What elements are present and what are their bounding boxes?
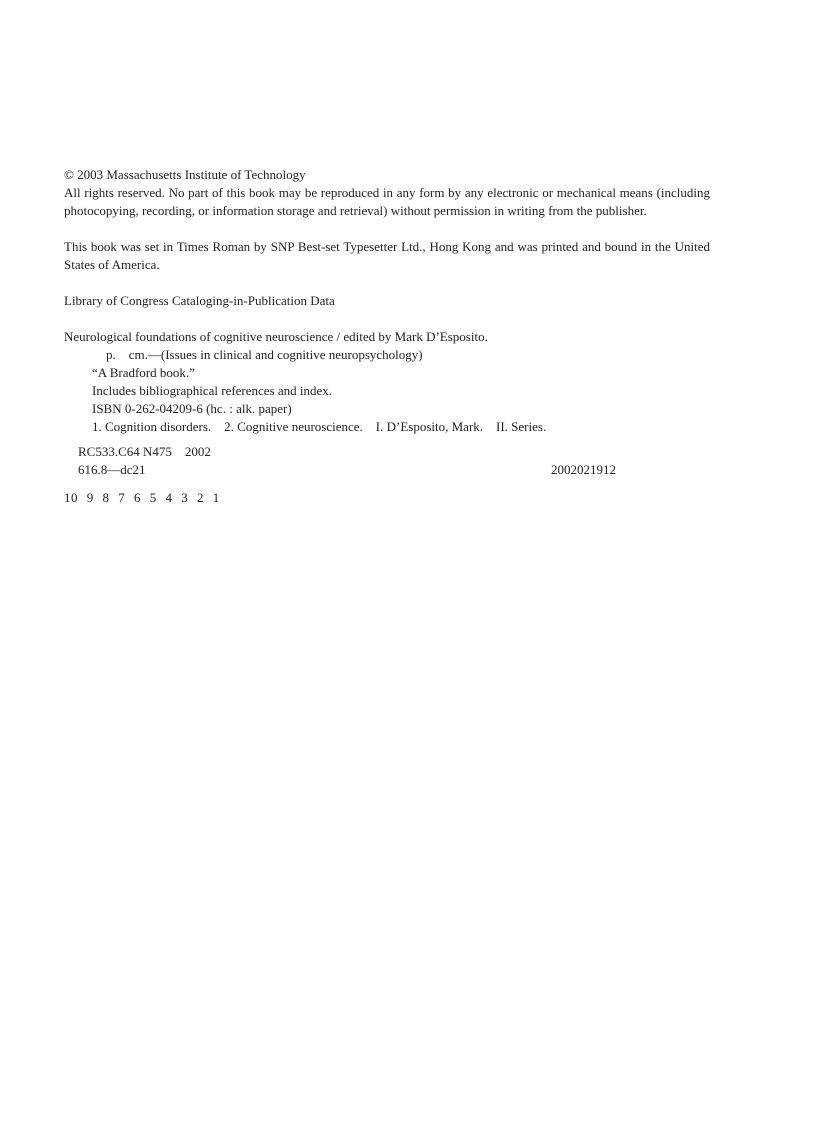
dewey-number: 616.8—dc21 — [78, 462, 146, 477]
lc-call-number: RC533.C64 N475 2002 — [78, 444, 211, 459]
cip-subjects: 1. Cognition disorders. 2. Cognitive neuroscience. I. D’Esposito, Mark. II. Series. — [92, 419, 547, 434]
printing-line: 10 9 8 7 6 5 4 3 2 1 — [64, 490, 220, 505]
cip-note: “A Bradford book.” — [92, 365, 195, 380]
dewey-lccn-row — [64, 461, 616, 479]
cip-pages-line: p. cm.—(Issues in clinical and cognitive neuropsychology) — [106, 347, 423, 362]
cip-note: Includes bibliographical references and index. — [92, 383, 333, 398]
cip-classification — [64, 443, 712, 479]
typesetting-statement: This book was set in Times Roman by SNP Best-set Typesetter Ltd., Hong Kong and was printed and bound in the United States of America. — [64, 239, 710, 272]
cip-note: ISBN 0-262-04209-6 (hc. : alk. paper) — [92, 401, 292, 416]
lccn: 2002021912 — [551, 462, 616, 477]
cip-title-line: Neurological foundations of cognitive neuroscience / edited by Mark D’Esposito. — [64, 329, 488, 344]
cip-heading: Library of Congress Cataloging-in-Publication Data — [64, 293, 335, 308]
copyright-block — [64, 166, 712, 507]
copyright-notice: © 2003 Massachusetts Institute of Technology — [64, 167, 306, 182]
rights-statement: All rights reserved. No part of this book may be reproduced in any form by any electronic or mechanical means (including photocopying, recording, or information storage and retrieval) without permission in writing from the publisher. — [64, 185, 710, 218]
